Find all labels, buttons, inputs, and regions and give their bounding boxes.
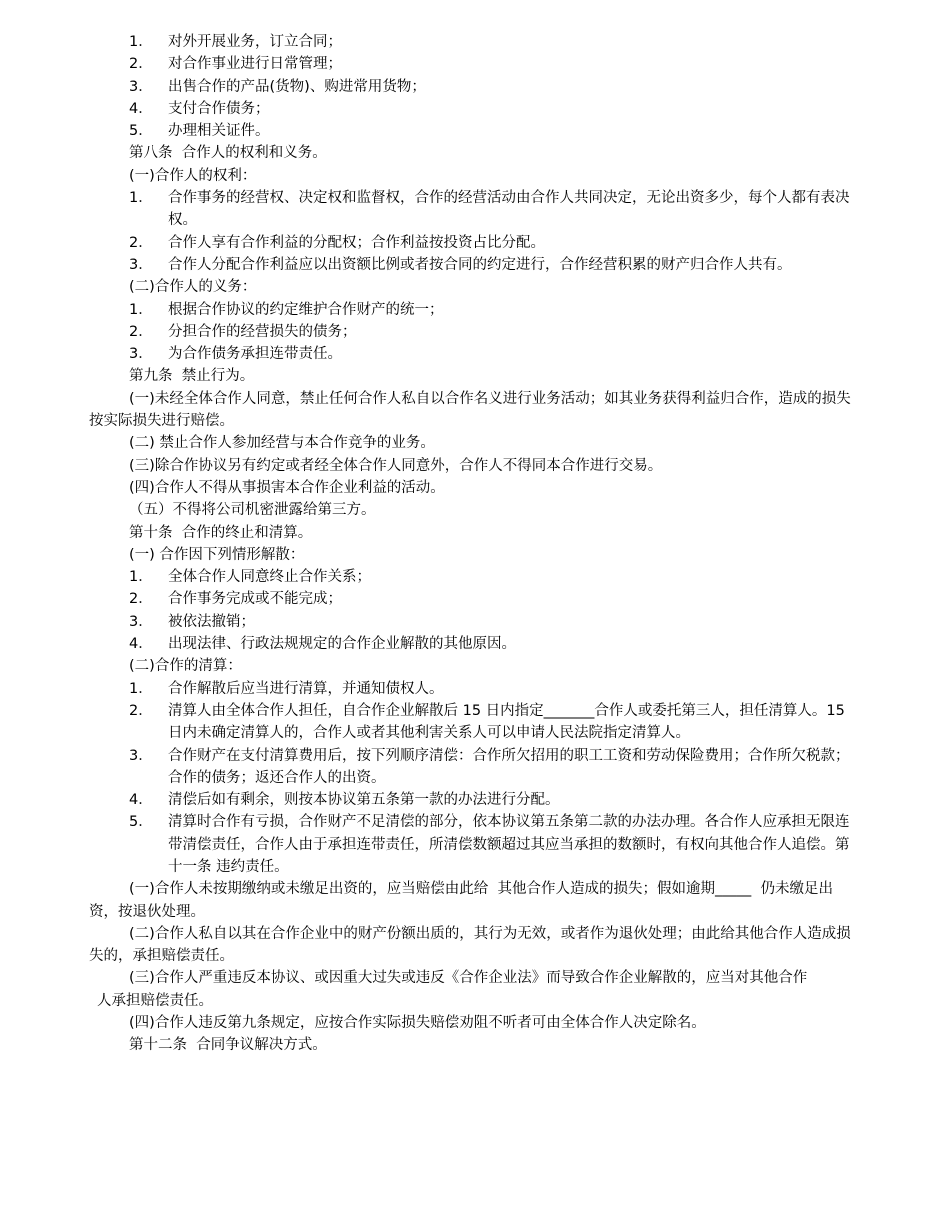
list-item	[89, 53, 858, 75]
list-item	[89, 31, 858, 53]
article-9-paragraph: (四)合作人不得从事损害本合作企业利益的活动。	[129, 479, 445, 496]
list-text: 出售合作的产品(货物)、购进常用货物；	[168, 78, 426, 95]
list-item	[89, 254, 858, 276]
list-text: 合作人享有合作利益的分配权；合作利益按投资占比分配。	[168, 234, 545, 251]
list-number: 3．	[129, 613, 153, 630]
article-10-heading: 第十条 合作的终止和清算。	[129, 524, 313, 541]
list-number: 3．	[129, 747, 153, 764]
rights-heading: (一)合作人的权利：	[129, 167, 257, 184]
article-9-paragraph: (三)除合作协议另有约定或者经全体合作人同意外，合作人不得同本合作进行交易。	[129, 457, 663, 474]
list-number: 5．	[129, 123, 153, 140]
list-number: 1．	[129, 34, 153, 50]
list-number: 1．	[129, 680, 153, 697]
list-number: 4．	[129, 100, 153, 117]
list-dissolution	[89, 566, 858, 655]
list-number: 4．	[129, 636, 153, 653]
list-text: 合作事务完成或不能完成；	[168, 591, 342, 608]
list-item	[89, 633, 858, 655]
article-11-paragraph: (一)合作人未按期缴纳或未缴足出资的，应当赔偿由此给 其他合作人造成的损失；假如逾期_____ 仍未缴足出资，按退伙处理。	[89, 881, 833, 920]
article-8-heading: 第八条 合作人的权利和义务。	[129, 145, 327, 162]
list-text: 办理相关证件。	[168, 123, 270, 140]
list-text: 对合作事业进行日常管理；	[168, 56, 342, 73]
list-liquidation	[89, 678, 858, 879]
list-item	[89, 811, 858, 878]
list-item	[89, 343, 858, 365]
list-number: 2．	[129, 702, 153, 719]
list-duties	[89, 299, 858, 366]
article-11-paragraph: (四)合作人违反第九条规定，应按合作实际损失赔偿劝阻不听者可由全体合作人决定除名。	[129, 1015, 706, 1032]
list-text: 合作财产在支付清算费用后，按下列顺序清偿：合作所欠招用的职工工资和劳动保险费用；合作所欠税款；合作的债务；返还合作人的出资。	[168, 747, 850, 786]
list-rights	[89, 187, 858, 276]
list-text: 被依法撤销；	[168, 613, 255, 630]
list-text: 对外开展业务，订立合同；	[168, 34, 342, 50]
list-item	[89, 745, 858, 790]
list-item	[89, 566, 858, 588]
list-number: 1．	[129, 569, 153, 586]
list-number: 3．	[129, 256, 153, 273]
dissolution-heading: (一) 合作因下列情形解散：	[129, 546, 305, 563]
list-item	[89, 98, 858, 120]
duties-heading: (二)合作人的义务：	[129, 279, 257, 296]
article-11-paragraph: (三)合作人严重违反本协议、或因重大过失或违反《合作企业法》而导致合作企业解散的，应当对其他合作	[129, 970, 808, 987]
list-number: 3．	[129, 346, 153, 363]
list-text: 清算人由全体合作人担任，自合作企业解散后 15 日内指定_______合作人或委托第三人，担任清算人。15 日内未确定清算人的，合作人或者其他利害关系人可以申请人民法院指定清算人。	[168, 702, 845, 742]
list-text: 合作事务的经营权、决定权和监督权，合作的经营活动由合作人共同决定，无论出资多少，每个人都有表决权。	[168, 190, 850, 229]
list-text: 分担合作的经营损失的债务；	[168, 323, 357, 340]
list-text: 支付合作债务；	[168, 100, 270, 117]
list-item	[89, 321, 858, 343]
article-9-paragraph: （五）不得将公司机密泄露给第三方。	[129, 502, 376, 519]
list-number: 1．	[129, 190, 153, 207]
list-item	[89, 678, 858, 700]
list-text: 全体合作人同意终止合作关系；	[168, 569, 371, 586]
list-number: 3．	[129, 78, 153, 95]
article-9-heading: 第九条 禁止行为。	[129, 368, 255, 385]
list-text: 根据合作协议的约定维护合作财产的统一；	[168, 301, 444, 318]
list-text: 合作解散后应当进行清算，并通知债权人。	[168, 680, 444, 697]
list-management-tasks	[89, 31, 858, 142]
list-number: 2．	[129, 323, 153, 340]
article-12-heading: 第十二条 合同争议解决方式。	[129, 1037, 327, 1054]
list-item	[89, 789, 858, 811]
list-item	[89, 120, 858, 142]
list-item	[89, 76, 858, 98]
list-item	[89, 299, 858, 321]
list-item	[89, 232, 858, 254]
article-11-paragraph-continued: 人承担赔偿责任。	[97, 992, 213, 1009]
list-number: 2．	[129, 234, 153, 251]
article-11-paragraph: (二)合作人私自以其在合作企业中的财产份额出质的，其行为无效，或者作为退伙处理；由此给其他合作人造成损失的，承担赔偿责任。	[89, 925, 851, 965]
list-text: 出现法律、行政法规规定的合作企业解散的其他原因。	[168, 636, 516, 653]
list-item	[89, 588, 858, 610]
list-text: 清算时合作有亏损，合作财产不足清偿的部分，依本协议第五条第二款的办法办理。各合作人应承担无限连带清偿责任，合作人由于承担连带责任，所清偿数额超过其应当承担的数额时，有权向其他合作人追偿。第十一条 违约责任。	[168, 814, 850, 875]
list-text: 为合作债务承担连带责任。	[168, 346, 342, 363]
list-text: 合作人分配合作利益应以出资额比例或者按合同的约定进行，合作经营积累的财产归合作人共有。	[168, 256, 792, 273]
list-item	[89, 611, 858, 633]
liquidation-heading: (二)合作的清算：	[129, 658, 242, 675]
list-number: 1．	[129, 301, 153, 318]
article-9-paragraph: (二) 禁止合作人参加经营与本合作竞争的业务。	[129, 435, 435, 452]
list-item	[89, 187, 858, 232]
list-number: 2．	[129, 591, 153, 608]
list-number: 4．	[129, 792, 153, 809]
list-item	[89, 700, 858, 745]
list-text: 清偿后如有剩余，则按本协议第五条第一款的办法进行分配。	[168, 792, 560, 809]
article-9-paragraph: (一)未经全体合作人同意，禁止任何合作人私自以合作名义进行业务活动；如其业务获得利益归合作，造成的损失按实际损失进行赔偿。	[89, 390, 851, 430]
list-number: 2．	[129, 56, 153, 73]
list-number: 5．	[129, 814, 153, 831]
